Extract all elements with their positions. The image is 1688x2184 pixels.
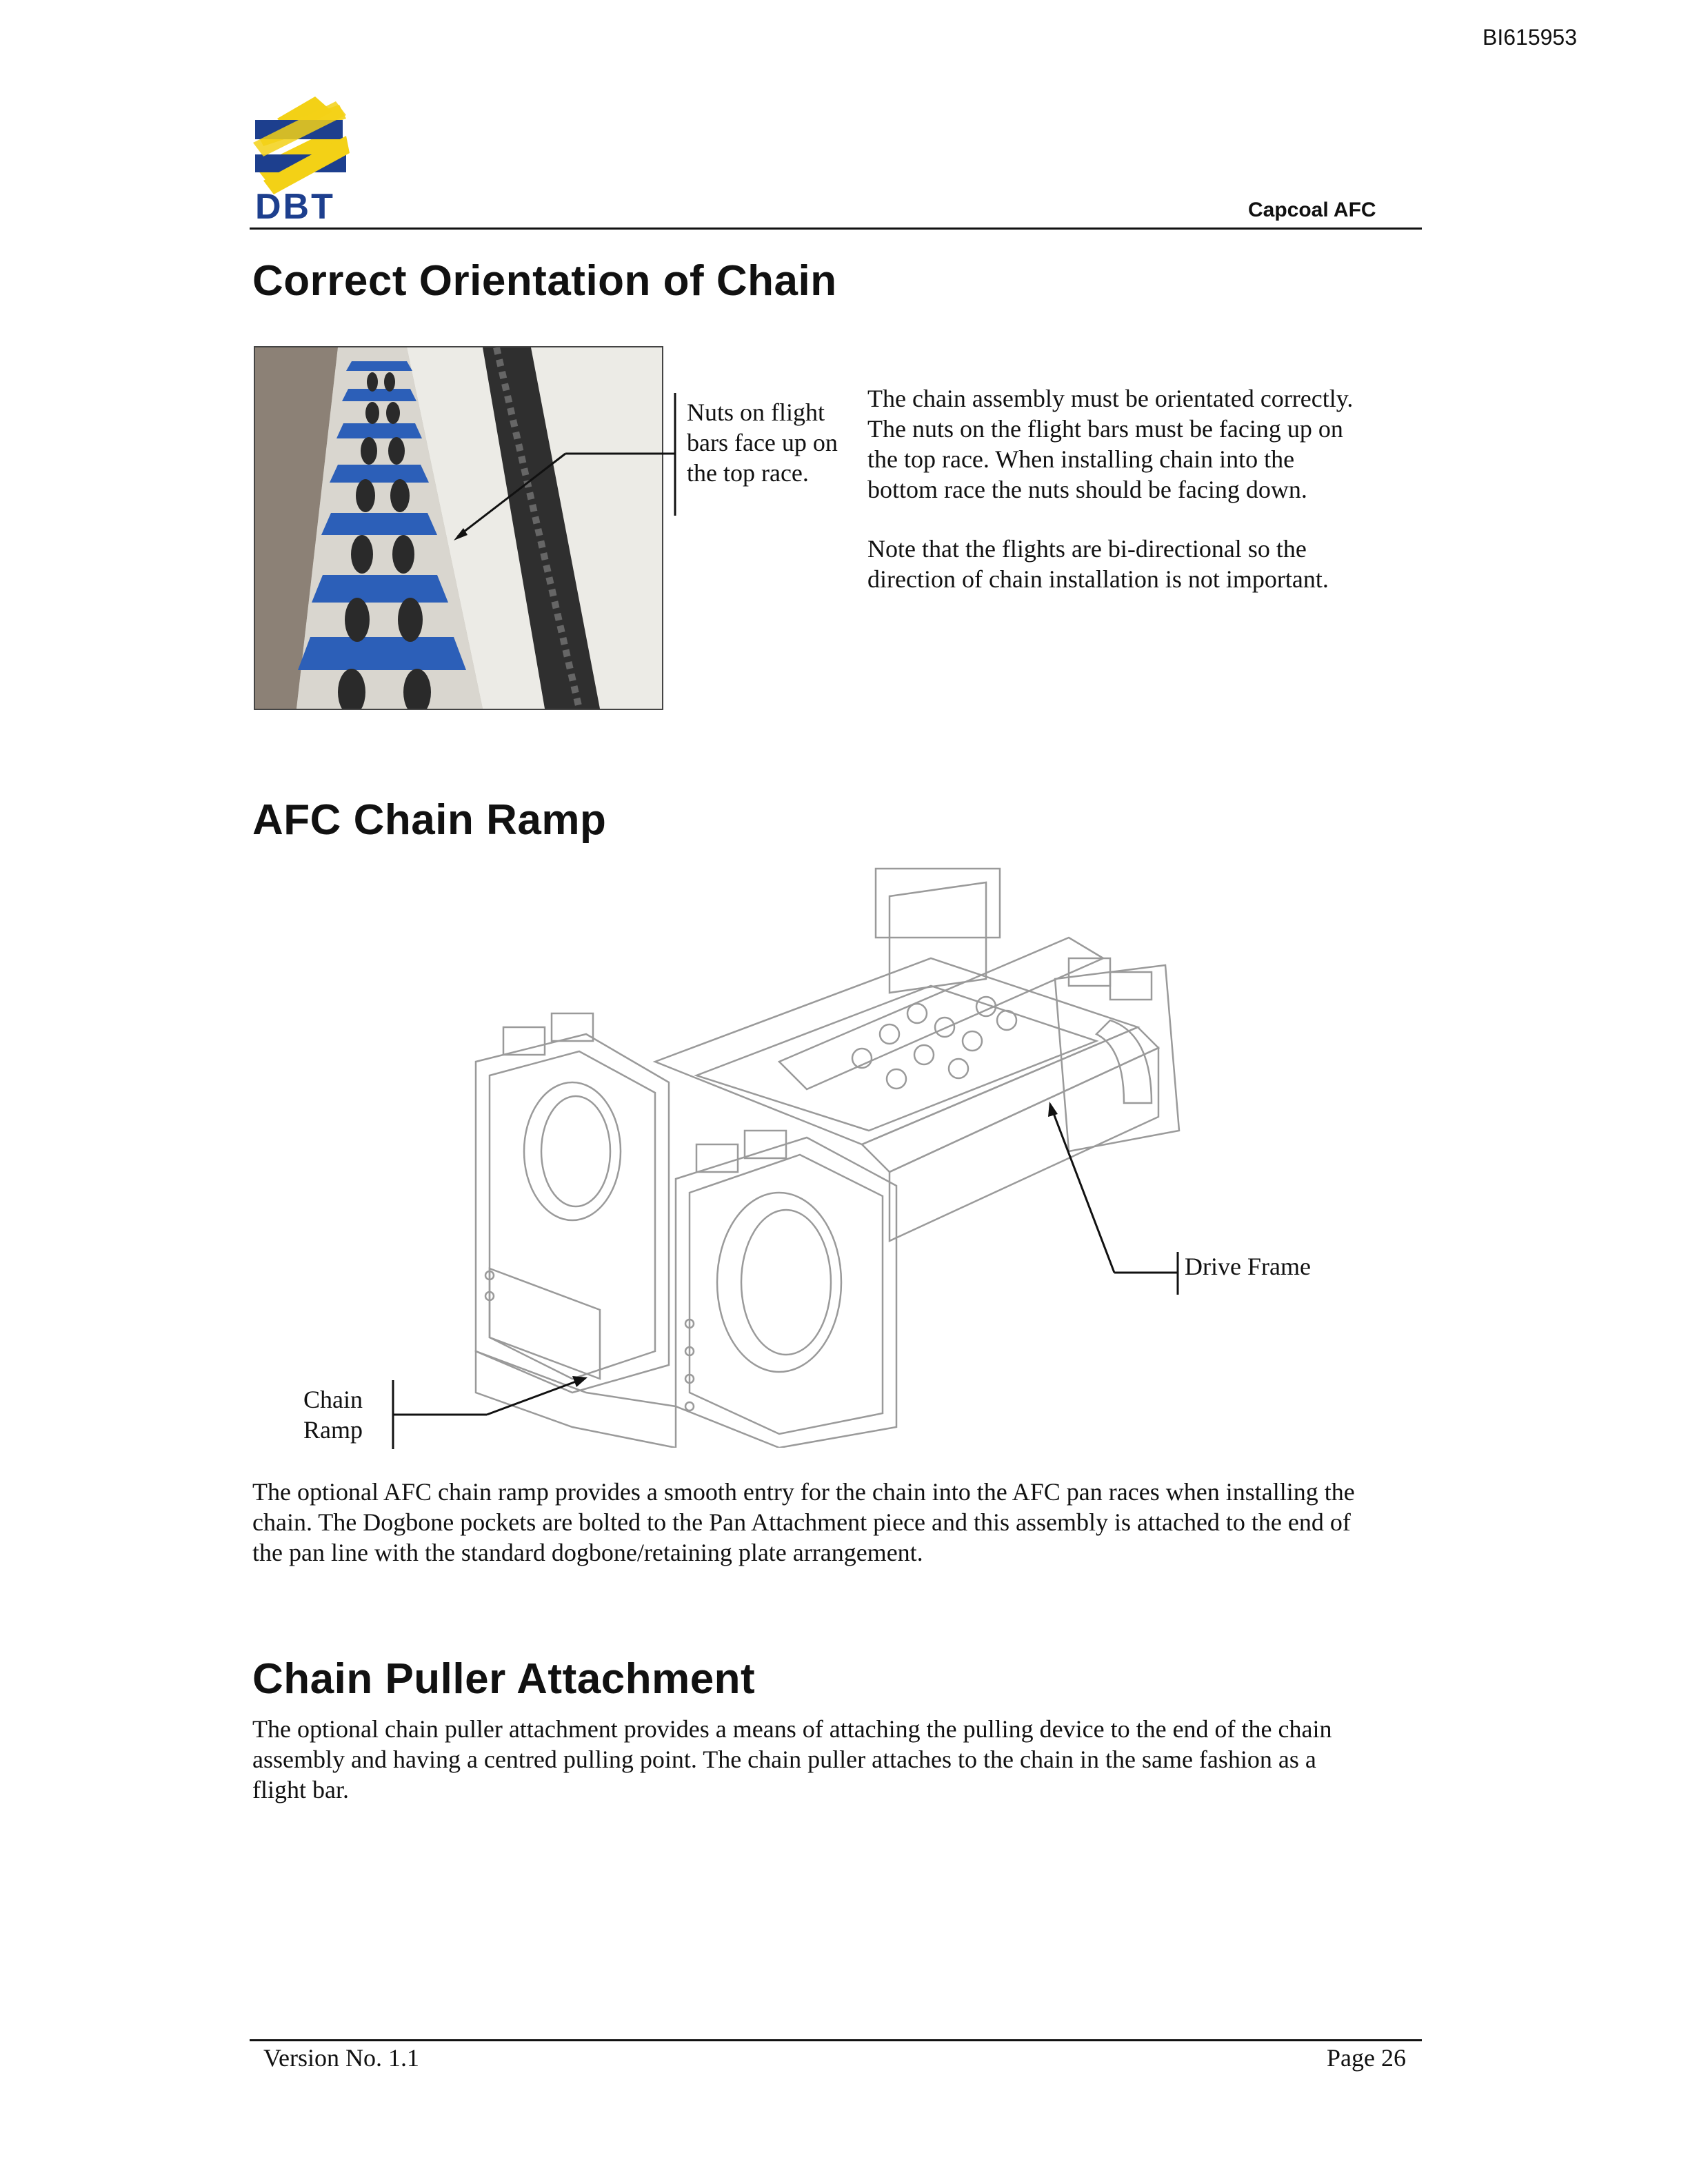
footer-version: Version No. 1.1 — [263, 2044, 419, 2072]
text-line: assembly and having a centred pulling point. The chain puller attaches to the chain in the same fashion as a — [252, 1746, 1316, 1773]
chain-puller-paragraph — [252, 1714, 1332, 1805]
header-rule — [250, 228, 1422, 230]
text-line: The chain assembly must be orientated correctly. — [867, 385, 1354, 412]
document-title: Capcoal AFC — [1248, 199, 1376, 221]
text-line: flight bar. — [252, 1776, 349, 1803]
text-line: The nuts on the flight bars must be facing up on — [867, 415, 1343, 443]
footer-page-number: Page 26 — [1327, 2044, 1406, 2072]
chain-ramp-paragraph — [252, 1477, 1355, 1568]
text-line: Chain — [303, 1386, 363, 1413]
photo-callout-line: the top race. — [687, 459, 809, 487]
text-line: Ramp — [303, 1416, 363, 1444]
label-chain-ramp — [303, 1384, 363, 1445]
photo-callout-leader — [414, 386, 690, 552]
text-line: the pan line with the standard dogbone/retaining plate arrangement. — [252, 1539, 923, 1566]
footer-rule — [250, 2039, 1422, 2041]
chain-ramp-leader — [372, 1365, 607, 1462]
label-drive-frame: Drive Frame — [1185, 1253, 1311, 1280]
section-title-chain-puller: Chain Puller Attachment — [252, 1655, 756, 1703]
text-line: The optional AFC chain ramp provides a smooth entry for the chain into the AFC pan races when installing the — [252, 1478, 1355, 1506]
text-line: bottom race the nuts should be facing down. — [867, 476, 1307, 503]
text-line: the top race. When installing chain into the — [867, 445, 1295, 473]
document-id: BI615953 — [1483, 25, 1578, 50]
photo-callout-line: bars face up on — [687, 429, 838, 456]
dbt-logo — [250, 91, 353, 229]
photo-callout-text — [687, 397, 838, 488]
logo-text: DBT — [255, 187, 335, 227]
drive-frame-leader — [1034, 1089, 1200, 1310]
section-title-chain-ramp: AFC Chain Ramp — [252, 796, 607, 844]
text-line: direction of chain installation is not important. — [867, 565, 1329, 593]
text-line: The optional chain puller attachment provides a means of attaching the pulling device to the end of the chain — [252, 1715, 1332, 1743]
text-line: Note that the flights are bi-directional so the — [867, 535, 1307, 563]
text-line: chain. The Dogbone pockets are bolted to the Pan Attachment piece and this assembly is attached to the end of — [252, 1508, 1351, 1536]
photo-callout-line: Nuts on flight — [687, 398, 825, 426]
orientation-paragraph-1 — [867, 383, 1353, 505]
orientation-paragraph-2 — [867, 534, 1329, 594]
section-title-correct-orientation: Correct Orientation of Chain — [252, 257, 837, 305]
